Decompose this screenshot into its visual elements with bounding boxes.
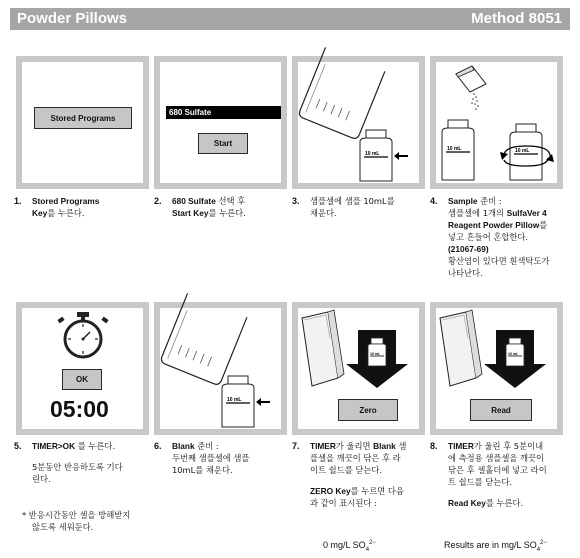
program-bar-680-sulfate[interactable]: 680 Sulfate <box>166 106 281 119</box>
panel-fill-sample-cell <box>292 56 425 189</box>
panel-select-program <box>154 56 287 189</box>
beaker-icon <box>160 293 247 386</box>
instruction-text: 를 누른다. <box>47 208 85 218</box>
panel-add-reagent <box>430 56 563 189</box>
cell-fill-label: 10 mL <box>515 148 530 154</box>
panel-read <box>430 302 563 435</box>
cell-fill-label: 10 mL <box>370 352 381 356</box>
formula-subscript: 4 <box>365 546 370 553</box>
powder-pillow-icon <box>456 66 486 110</box>
panel-zero <box>292 302 425 435</box>
step-1-text <box>32 195 99 219</box>
step-3-number: 3. <box>292 196 300 206</box>
formula-superscript: 2− <box>540 540 547 546</box>
step-5-text <box>32 440 123 485</box>
instruction-text: 를 <box>539 220 548 230</box>
sample-cell-icon <box>360 130 392 181</box>
blank-label: Blank <box>172 441 195 451</box>
note-text: * 반응시간동안 셀을 방해받지 <box>22 510 131 520</box>
instruction-text: 채운다. <box>310 208 337 218</box>
panel-prepare-blank <box>154 302 287 435</box>
panel-timer <box>16 302 149 435</box>
step-2-number: 2. <box>154 196 162 206</box>
page-header <box>10 8 570 30</box>
instruction-text: 5분동안 반응하도록 기다 <box>32 462 123 472</box>
step-8-text <box>448 440 547 509</box>
swirl-cell-icon <box>500 124 554 180</box>
result-text: 0 mg/L SO <box>323 540 366 550</box>
panel-stored-programs <box>16 56 149 189</box>
instruction-text: 트 쉴드를 닫는다. <box>448 477 513 487</box>
instruction-text: 넣고 흔들어 혼합한다. <box>448 232 529 242</box>
ok-button[interactable]: OK <box>62 369 102 390</box>
zero-result-reading <box>323 537 376 556</box>
step-1-number: 1. <box>14 196 22 206</box>
instruction-text: 샘 <box>395 441 407 451</box>
step-6-number: 6. <box>154 441 162 451</box>
step-6-text <box>172 440 249 476</box>
method-number: Method 8051 <box>471 10 562 27</box>
read-key-label: Read Key <box>448 498 486 508</box>
instruction-text: 샘플셀에 샘플 10mL를 <box>310 196 395 206</box>
reagent-name: Reagent Powder Pillow <box>448 220 540 230</box>
sample-cell-icon <box>368 338 386 366</box>
start-button[interactable]: Start <box>198 133 248 154</box>
instruction-text: 샘플셀에 1개의 <box>448 208 507 218</box>
sample-cell-icon <box>222 376 254 427</box>
instruction-text: 가 울리면 <box>335 441 374 451</box>
add-reagent-illustration <box>436 62 557 183</box>
instruction-text: 선택 후 <box>215 196 246 206</box>
instruction-text: 에 측정용 샘플셀을 깨끗이 <box>448 453 545 463</box>
catalog-number: (21067-69) <box>448 244 489 254</box>
fill-line-arrow-icon <box>394 152 408 160</box>
instruction-text: 플셀을 깨끗이 닦은 후 라 <box>310 453 401 463</box>
sample-cell-icon <box>506 338 524 366</box>
instruction-text: 를 누른다. <box>208 208 246 218</box>
stopwatch-icon <box>57 312 108 357</box>
instruction-text: 가 울린 후 5분이내 <box>473 441 544 451</box>
program-name: 680 Sulfate <box>172 196 216 206</box>
pour-blank-illustration <box>160 308 281 429</box>
timer-display: 05:00 <box>50 396 109 422</box>
read-button[interactable]: Read <box>470 399 532 421</box>
key-label: Key <box>32 208 48 218</box>
timer-label: TIMER <box>310 441 336 451</box>
blank-label: Blank <box>373 441 396 451</box>
result-text: Results are in mg/L SO <box>444 540 537 550</box>
instruction-text: 나타난다. <box>448 268 483 278</box>
step-4-number: 4. <box>430 196 438 206</box>
stored-programs-button[interactable]: Stored Programs <box>34 107 132 129</box>
note-text: 않도록 세워둔다. <box>32 522 94 532</box>
procedure-title: Powder Pillows <box>17 10 128 27</box>
instruction-text: 준비 : <box>477 196 502 206</box>
cell-fill-label: 10 mL <box>365 151 380 157</box>
instruction-text: 를 누르면 다음 <box>350 486 404 496</box>
timer-label: TIMER <box>448 441 474 451</box>
instruction-text: 10mL를 채운다. <box>172 465 233 475</box>
stored-programs-key-label: Stored Programs <box>32 196 100 206</box>
step-7-number: 7. <box>292 441 300 451</box>
instruction-text: 과 같이 표시된다 : <box>310 498 377 508</box>
step-5-note <box>22 509 130 533</box>
instruction-text: 린다. <box>32 474 51 484</box>
instruction-text: 두번째 샘플셀에 샘플 <box>172 453 250 463</box>
light-shield-icon <box>440 310 482 386</box>
sample-cell-icon <box>442 120 474 180</box>
instruction-text: 황산염이 있다면 흰색탁도가 <box>448 256 550 266</box>
step-8-number: 8. <box>430 441 438 451</box>
instruction-text: 를 누른다. <box>485 498 524 508</box>
step-3-text <box>310 195 395 219</box>
pour-sample-illustration <box>298 62 419 183</box>
instruction-text: 닦은 후 셀홀더에 넣고 라이 <box>448 465 547 475</box>
beaker-icon <box>298 47 385 140</box>
sample-label: Sample <box>448 196 478 206</box>
read-result-reading <box>444 537 547 556</box>
cell-fill-label: 10 mL <box>447 146 462 152</box>
instruction-text: 이트 쉴드를 닫는다. <box>310 465 383 475</box>
cell-fill-label: 10 mL <box>508 352 519 356</box>
cell-fill-label: 10 mL <box>227 397 242 403</box>
step-5-number: 5. <box>14 441 22 451</box>
step-2-text <box>172 195 246 219</box>
zero-button[interactable]: Zero <box>338 399 398 421</box>
start-key-label: Start Key <box>172 208 209 218</box>
step-7-text <box>310 440 406 509</box>
light-shield-icon <box>302 310 344 386</box>
step-4-text <box>448 195 549 279</box>
reagent-name: SulfaVer 4 <box>506 208 547 218</box>
instruction-text: 를 누른다. <box>75 441 116 451</box>
zero-key-label: ZERO Key <box>310 486 351 496</box>
formula-subscript: 4 <box>536 546 541 553</box>
instruction-text: 준비 : <box>194 441 219 451</box>
formula-superscript: 2− <box>369 540 376 546</box>
timer-ok-key-label: TIMER>OK <box>32 441 76 451</box>
fill-line-arrow-icon <box>256 398 270 406</box>
